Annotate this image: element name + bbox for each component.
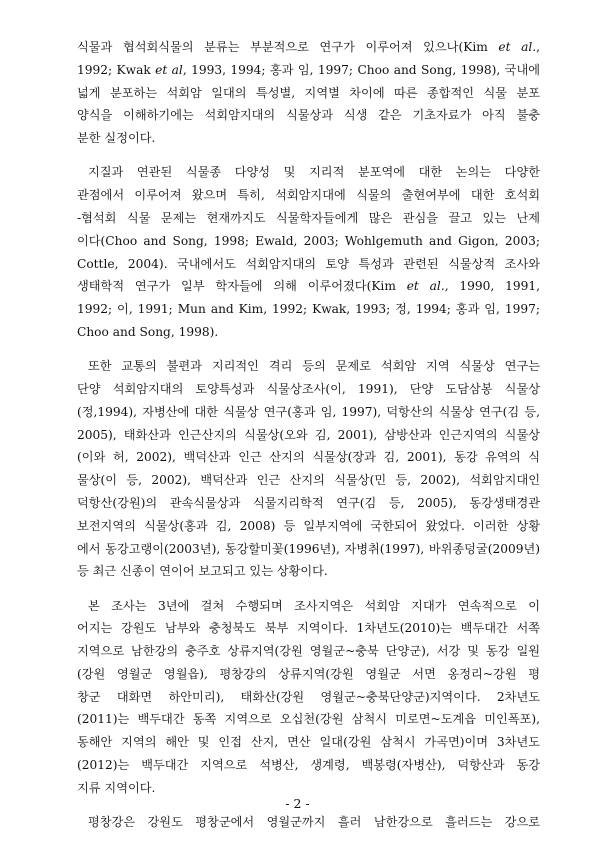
text-line: 에서 동강고랭이(2003년), 동강할미꽃(1996년), 자병취(1997), 바위종덩굴(2009년) — [77, 541, 540, 556]
text-line: 이다(Choo and Song, 1998; Ewald, 2003; Wohlgemuth and Gigon, 2003; — [77, 233, 540, 248]
text-line: 1992; Kwak et al, 1993, 1994; 홍과 임, 1997; Choo and Song, 1998), 국내에 — [77, 62, 540, 77]
text-line: (2011)는 백두대간 동쪽 지역으로 오십천(강원 삼척시 미로면~도계읍 미인폭포), — [77, 712, 540, 727]
text-line: 보전지역의 식물상(홍과 김, 2008) 등 일부지역에 국한되어 왔었다. 이러한 상황 — [77, 518, 540, 533]
text-line: 양식을 이해하기에는 석회암지대의 식물상과 식생 같은 기초자료가 아직 불충 — [77, 108, 540, 123]
body-text — [77, 36, 540, 845]
text-line: 본 조사는 3년에 걸쳐 수행되며 조사지역은 석회암 지대가 연속적으로 이 — [88, 598, 540, 613]
text-line: 덕항산(강원)의 관속식물상과 식물지리학적 연구(김 등, 2005), 동강생태경관 — [77, 495, 540, 510]
paragraph-5 — [77, 811, 540, 834]
text-line: Choo and Song, 1998). — [77, 324, 219, 339]
text-line: 평창강은 강원도 평창군에서 영월군까지 흘러 남한강으로 흘러드는 강으로 — [88, 815, 540, 830]
text-line: 어지는 강원도 남부와 충청북도 북부 지역이다. 1차년도(2010)는 백두대간 서쪽 — [77, 621, 540, 636]
text-line: 2005), 태화산과 인근산지의 식물상(오와 김, 2001), 삼방산과 인근지역의 식물상 — [77, 427, 540, 442]
text-line: 물상(이 등, 2002), 백덕산과 인근 산지의 식물상(민 등, 2002), 석회암지대인 — [77, 473, 540, 488]
text-line: Cottle, 2004). 국내에서도 석회암지대의 토양 특성과 관련된 식물상적 조사와 — [77, 256, 540, 271]
text-line: 식물과 협석회식물의 분류는 부분적으로 연구가 이루어져 있으나(Kim et al., — [77, 40, 540, 54]
text-line: 생태학적 연구가 일부 학자들에 의해 이루어졌다(Kim et al., 1990, 1991, — [77, 279, 540, 294]
paragraph-2 — [77, 161, 540, 343]
text-line: -혐석회 식물 문제는 현재까지도 식물학자들에게 많은 관심을 끌고 있는 난제 — [77, 210, 540, 225]
text-line: 창군 대화면 하안미리), 태화산(강원 영월군~충북단양군)지역이다. 2차년도 — [77, 689, 540, 704]
text-line: 지질과 연관된 식물종 다양성 및 지리적 분포역에 대한 논의는 다양한 — [88, 165, 540, 180]
text-line: 넓게 분포하는 석회암 일대의 특성별, 지역별 차이에 따른 종합적인 식물 분포 — [77, 85, 540, 100]
text-line: 등 최근 신종이 연이어 보고되고 있는 상황이다. — [77, 564, 328, 579]
text-line: (정,1994), 자병산에 대한 식물상 연구(홍과 임, 1997), 덕항산의 식물상 연구(김 등, — [77, 404, 540, 419]
text-line: 또한 교통의 불편과 지리적인 격리 등의 문제로 석회암 지역 식물상 연구는 — [88, 359, 540, 374]
text-line: 분한 실정이다. — [77, 131, 156, 146]
text-line: 단양 석회암지대의 토양특성과 식물상조사(이, 1991), 단양 도담삼봉 식물상 — [77, 381, 540, 396]
text-line: (강원 영월군 영월읍), 평창강의 상류지역(강원 영월군 서면 옹정리~강원 평 — [77, 666, 540, 681]
paragraph-4 — [77, 595, 540, 800]
text-line: 관점에서 이루어져 왔으며 특히, 석회암지대에 식물의 출현여부에 대한 호석회 — [77, 188, 540, 203]
page-number: - 2 - — [285, 796, 310, 811]
text-line: 지역으로 남한강의 충주호 상류지역(강원 영월군~충북 단양군), 서강 및 동강 일원 — [77, 644, 540, 659]
paragraph-3 — [77, 355, 540, 583]
text-line: 동해안 지역의 해안 및 인접 산지, 면산 일대(강원 삼척시 가곡면)이며 3차년도 — [77, 735, 540, 750]
text-line: (이와 허, 2002), 백덕산과 인근 산지의 식물상(장과 김, 2001), 동강 유역의 식 — [77, 450, 540, 465]
paragraph-1 — [77, 36, 540, 150]
text-line: (2012)는 백두대간 지역으로 석병산, 생계령, 백봉령(자병산), 덕항산과 동강 — [77, 758, 540, 773]
text-line: 지류 지역이다. — [77, 780, 156, 795]
text-line: 1992; 이, 1991; Mun and Kim, 1992; Kwak, 1993; 정, 1994; 홍과 임, 1997; — [77, 302, 540, 317]
